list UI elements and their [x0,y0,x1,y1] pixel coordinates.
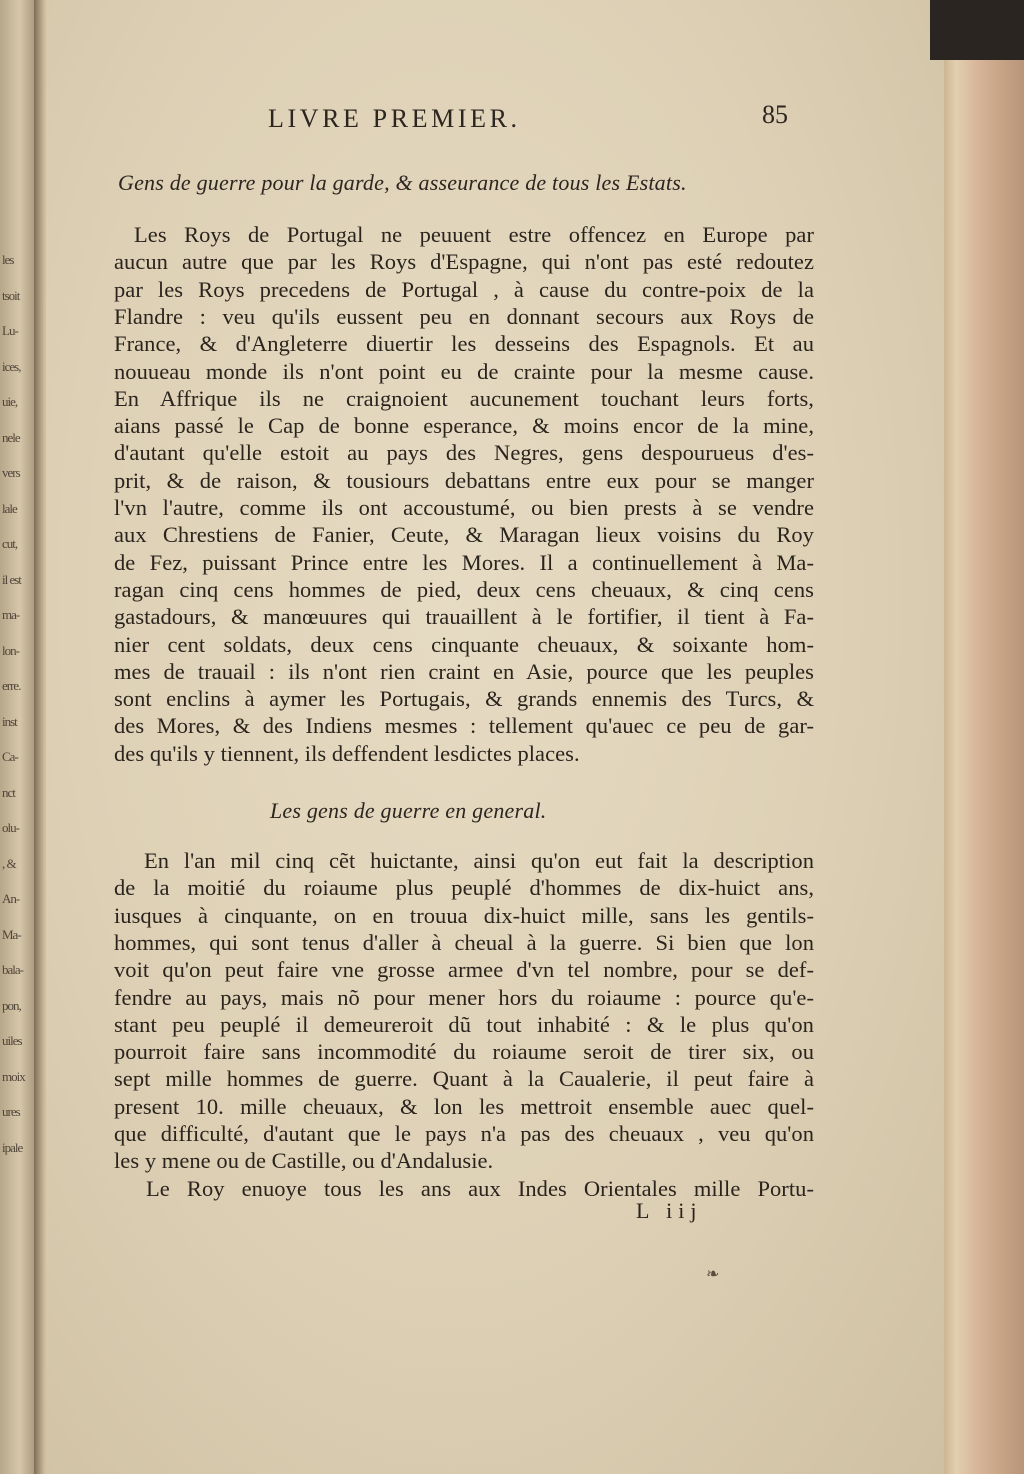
facing-page-fragment: bala- [2,962,23,977]
text-line: fendre au pays, mais nõ pour mener hors du roiaume : pource qu'e- [114,984,814,1010]
text-line: de Fez, puissant Prince entre les Mores. Il a continuellement à Ma- [114,549,814,575]
page-block-edge [944,40,1024,1474]
text-line: En Affrique ils ne craignoient aucunement touchant leurs forts, [114,385,814,411]
text-line: En l'an mil cinq cẽt huictante, ainsi qu'on eut fait la description [144,848,814,873]
text-line: voit qu'on peut faire vne grosse armee d'vn tel nombre, pour se def- [114,957,814,983]
facing-page-fragment: les [2,252,14,267]
text-line: sept mille hommes de guerre. Quant à la Caualerie, il peut faire à [114,1066,814,1092]
section-heading-garde: Gens de guerre pour la garde, & asseurance de tous les Estats. [118,170,687,195]
facing-page-fragment: ices, [2,358,21,374]
section-heading-general: Les gens de guerre en general. [270,798,547,823]
facing-page-fragment: vers [2,465,20,480]
text-line: l'vn l'autre, comme ils ont accoustumé, ou bien prests à se vendre [114,495,814,520]
text-line: present 10. mille cheuaux, & lon les mettroit ensemble auec quel- [114,1093,814,1119]
facing-page-fragment: tsoit [2,287,20,303]
signature-mark: L iij [636,1198,703,1223]
facing-page-fragment: olu- [2,820,19,835]
text-line: France, & d'Angleterre diuertir les desseins des Espagnols. Et au [114,331,814,357]
text-line: aucun autre que par les Roys d'Espagne, qui n'ont pas esté redoutez [114,249,814,275]
text-line: prit, & de raison, & tousiours debattans entre eux pour se manger [114,467,814,493]
facing-page-fragment: Ca- [2,749,18,764]
facing-page-fragment: Ma- [2,926,21,942]
text-line: Le Roy enuoye tous les ans aux Indes Orientales mille Portu- [146,1175,814,1201]
text-line: aians passé le Cap de bonne esperance, & moins encor de la mine, [114,413,814,439]
facing-page-fragment: uiles [2,1033,22,1048]
text-line: d'autant qu'elle estoit au pays des Negres, gens despourueus d'es- [114,440,814,466]
facing-page-fragment: erre. [2,678,21,693]
text-line: gastadours, & manœuures qui trauaillent à le fortifier, il tient à Fa- [114,604,814,630]
facing-page-fragment: inst [2,713,17,729]
text-line: mes de trauail : ils n'ont rien craint en Asie, pource que les peuples [114,658,814,684]
text-line: que difficulté, d'autant que le pays n'a pas des cheuaux , veu qu'on [114,1121,814,1146]
facing-page-fragment: lale [2,500,17,516]
page-number: 85 [762,100,788,129]
text-line: ragan cinq cens hommes de pied, deux cens cheuaux, & cinq cens [114,576,814,602]
facing-page-fragment: il est [2,571,21,587]
text-line: Les Roys de Portugal ne peuuent estre offencez en Europe par [134,222,814,247]
facing-page-fragment: An- [2,891,20,906]
background-corner [930,0,1024,60]
facing-page-fragment: ipale [2,1139,23,1155]
text-line: iusques à cinquante, on en trouua dix-huict mille, sans les gentils- [114,902,814,928]
text-line: sont enclins à aymer les Portugais, & grands ennemis des Turcs, & [114,686,814,712]
facing-page-fragment: ures [2,1104,20,1119]
text-line: de la moitié du roiaume plus peuplé d'hommes de dix-huict ans, [114,875,814,901]
text-line: nouueau monde ils n'ont point eu de crainte pour la mesme cause. [114,358,814,384]
text-line: des qu'ils y tiennent, ils deffendent lesdictes places. [114,740,580,766]
text-line: stant peu peuplé il demeureroit dũ tout inhabité : & le plus qu'on [114,1011,814,1037]
facing-page-fragment: Lu- [2,323,18,338]
text-line: par les Roys precedens de Portugal , à cause du contre-poix de la [114,276,814,302]
text-line: des Mores, & des Indiens mesmes : tellement qu'auec ce peu de gar- [114,713,814,739]
text-line: pourroit faire sans incommodité du roiaume seroit de tirer six, ou [114,1039,814,1065]
facing-page-fragment: uie, [2,394,18,409]
facing-page-fragment: moix [2,1068,25,1084]
facing-page-fragment: , & [2,855,16,871]
text-line: hommes, qui sont tenus d'aller à cheual à la guerre. Si bien que lon [114,929,814,955]
ink-blot-ornament: ❧ [706,1266,720,1283]
text-line: Flandre : veu qu'ils eussent peu en donnant secours aux Roys de [114,303,814,329]
facing-page-edge [0,0,36,1474]
facing-page-fragment: cut, [2,536,18,551]
text-line: les y mene ou de Castille, ou d'Andalusie. [114,1148,494,1174]
book-page [46,0,946,1474]
text-line: aux Chrestiens de Fanier, Ceute, & Maragan lieux voisins du Roy [114,522,814,548]
facing-page-fragment: pon, [2,997,21,1013]
text-line: nier cent soldats, deux cens cinquante cheuaux, & soixante hom- [114,631,814,657]
facing-page-fragment: nele [2,429,20,445]
running-title: LIVRE PREMIER. [268,104,521,133]
facing-page-fragment: nct [2,784,15,800]
facing-page-fragment: lon- [2,642,19,658]
facing-page-fragment: ma- [2,607,20,622]
